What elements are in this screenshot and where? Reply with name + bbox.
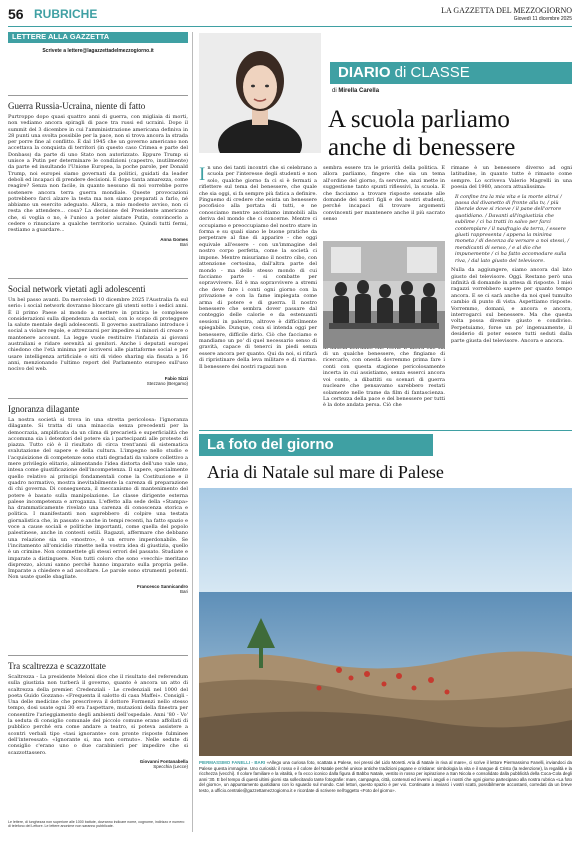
- letter-divider: [8, 278, 188, 279]
- author-portrait-photo: [199, 33, 321, 153]
- letters-footnote: Le lettere, di lunghezza non superiore alle 1000 battute, dovranno indicare nome, cognome, indirizzo e numero di telefono del Lettore. Le lettere anonime non saranno pubblicate.: [8, 820, 185, 829]
- article-headline: A scuola parliamo anche di benessere: [328, 106, 516, 161]
- caption-text: «Allego una curiosa foto, scattata a Palese, nei pressi del Lido Moretti. Aria di Natale in riva al mare», ci scrive il lettore Piermassimo Fanelli, inviandoci da Palese questa immagine. Uno curiosità: il rosso e il colore del Natale perché unisce antiche tradizioni pagane e cristiane: simbologia la vita e il sangue di Cristo (la redenzione), la regalità e la ricchezza (vecchi). Il colore familiare e la vitalità, e fa ecco iconico dalla figura di Babbo Natale, vestito in rosso per ispirazione a San Nicola e consolidato dalla pubblicità della Coca-Cola degli anni '30. E bel tempo di questi ultimi giorni sta sollecitando tante fotografie: mare, campagna, città, contenuti ed inverni i angoli e i nostri che ogni giorno partecipano alla nostra rubrica «La foto del giorno», un appuntamento quotidiano con lo sguardo sul mondo. Cari lettori, questo spazio è per voi. Continuate a inviarci i vostri scatti, possibilmente accostanti, corredati da un breve testo, a ufficio.centrale@gazzettamezzogiorno.it e ricordate di scrivere nell'oggetto «Foto del giorno».: [199, 760, 572, 793]
- article-column-3: [451, 165, 572, 344]
- letter-text: La nostra società si trova in una stretta pericolosa: l'ignoranza dilagante. Si tratta di una minaccia senza precedenti per la democrazia, amplificata da un clima di precarietà e superficialità che accomuna sia i detentori del potere sia i partecipanti alle proteste di piazza. Tutto ciò è il risultato di circa trent'anni di sistematica svalutazione del sapere e della cultura. L'impegno nello studio e l'acquisizione di competenze sono stati degradati da valore collettivo a mere privilegio elitario, alimentando l'idea distorta dell'uno vale uno, intesa come giustificazione dell'incompetenza. Il sapere, specialmente quello relativo ai principi fondamentali come la Costituzione e il quadro normativo, mostra inevitabilmente la carenza di preparazione di chi governa. Di conseguenza, il meccanismo di mantenimento del potere è basato sulla manipolazione. Le classe dirigente esterna palese incompetenza e arroganza. L'effetto alla sede della «Stampa» ha drammaticamente rivelato una carenza di conoscenza storica e politica. I manifestanti non saprebbero di colpire una testata giornalistica che, in passato e anche in tempi recenti, ha fatto spazio e voce a cause sociali e politiche importanti, come quella del popolo palestinese, anche in contesti ostili. Ragazzi, affermare che debbano una relazione sia un «mostro», è un errore imperdonabile. Se l'incitamento all'omicidio rimette nella vostra idea di giustizia, quello è un crimine. Non commettete gli stessi errori del passato. Studiate e imparate a distinguere. Non tutti coloro che sono «vecchi» meritano disprezzo, alcuni sanno perché hanno imparato sulla propria pelle. Imparate a chiedere e ad ascoltare. Le parole sono strumenti potenti. Non usate quelle sbagliate.: [8, 417, 188, 581]
- letters-section-band: LETTERE ALLA GAZZETTA: [8, 32, 188, 43]
- diario-section-band: [330, 62, 572, 84]
- issue-date: Giovedì 11 dicembre 2025: [513, 16, 572, 22]
- letter-signer: Fabio Sizzi: [164, 375, 188, 381]
- letter-place: Stezzano (Bergamo): [146, 381, 188, 387]
- diario-band-bold: DIARIO: [338, 64, 391, 81]
- foto-caption: [199, 760, 572, 794]
- letter-divider: [8, 95, 188, 96]
- byline-prefix: di: [332, 88, 339, 94]
- portrait-illustration: [199, 33, 321, 153]
- poem-verse: Il confine tra la mia vita e la morte altrui / passa dal divanetto di fronte alla tv, / più liberale dove si riceve / il pane dell'orrore quotidiano. / Davanti all'ingiustizia che sublime / ci ha tratti in salvo per farci contemplare / il naufragio da terra, / essere giusti rappresenta / appena la minima moneta / di decenza da versare a noi stessi, / mendicanti di senso, / e al dio che impunemente / ci ha fatto accomodare sulla riva, / dal lato giusto del televisore.: [455, 193, 570, 264]
- classroom-illustration: [323, 241, 445, 348]
- letter-signer: Anna Gomes: [160, 236, 188, 242]
- letter-signature: [8, 759, 188, 770]
- classroom-photo: [323, 241, 445, 348]
- letter-place: Specchia (Lecce): [153, 764, 188, 770]
- top-divider: [8, 26, 572, 27]
- page-number: 56: [8, 6, 24, 22]
- section-title: RUBRICHE: [34, 7, 98, 21]
- letter-item: [8, 650, 188, 770]
- byline: [332, 88, 379, 94]
- seaside-photo: [199, 488, 572, 756]
- byline-author: Mirella Carella: [338, 88, 380, 94]
- seaside-illustration: [199, 488, 572, 756]
- letter-item: [8, 393, 188, 595]
- article-text-col2b: di un qualche benessere, che fingiamo di ricercarlo, con onestà dovremmo prima fare i conti con questa stagione pericolosamente incerta in cui assistiamo, senza esserci ancora voi conto, a dibattiti su scenari di guerra nucleare che pensavamo sarebbero restati solamente nelle trame da film di fantascienza. La certezza della pace e del benessere per tutti è la dote andata persa. Ciò che: [323, 351, 445, 409]
- letter-signer: Giovanni Fontanabella: [139, 758, 188, 764]
- letter-place: Bari: [179, 589, 188, 595]
- newspaper-name: LA GAZZETTA DEL MEZZOGIORNO: [441, 6, 572, 15]
- letters-email-note[interactable]: Scrivete a lettere@lagazzettadelmezzogiorno.it: [42, 48, 154, 54]
- letter-text: Scaltrezza - La presidente Meloni dice che il risultato del referendum sulla giustizia non turberà il governo, quanto è ancora un atto di scaltrezza della premier. Credenziali - Le credenziali nel 1000 del poeta Guido Gozzano: «Frequenta il salotto di casa Maffei». Consigli - Una delle medicine che prescriveva il dottore Formenzi nello stesso tempo, dosi usate ogni 30 era l'aspettare, mutazioni della finestra per consentire l'arieggiamento degli ambienti dell'ospedale. Anni '80 - Vo' la seduta di consiglio comunale del piccolo comune erano affollati di pubblico perché era come andare a teatro, si poteva assistere a scontri verbali tipo «tasi ignorante» con pronte risposte fulminee dell'interessato: «Ignorante si, ma non cornuto». Nelle sedute di consiglio c'erano uno o due carabinieri per impedire che si scazzottassero.: [8, 674, 188, 756]
- letter-item: [8, 273, 188, 387]
- column-divider: [192, 32, 193, 832]
- letter-text: Un bel passo avanti. Da mercoledì 10 dicembre 2025 l'Australia fa sul serio: i social network dovranno bloccare gli utenti sotto i sedici anni. È il primo Paese al mondo a mettere in pratica le complesse considerazioni sulla dipendenza da social, con lo scopo di proteggere la salute mentale degli adolescenti. Il governo australiano introduce i social a violare regole, e attrezzarsi per impedire ai minori di creare o mantenere account. La legge vuole restituire l'infanzia ai giovani australiani e ridare serenità ai genitori. Anche i deputati europei chiedono che l'età minima per iscriversi alle piattaforme social e per usare intelligenza artificiale o siti di video sharing sia fissata a 16 anni, menzionando l'ultimo report del Parlamento europeo sull'uso nocivo del web.: [8, 297, 188, 373]
- article-text-col3a: rimane è un benessere diverso ad ogni latitudine, in quanto tutte è rimasto come sempre. Lo scriveva Valerio Magrelli in una poesia del 1980, ancora attualissima:: [451, 165, 572, 191]
- letter-title: Guerra Russia-Ucraina, niente di fatto: [8, 101, 146, 111]
- letter-text: Purtroppo dopo quasi quattro anni di guerra, con migliaia di morti, non vediamo ancora spiragli di pace tra russi ed ucraini. Dopo il summit del 3 dicembre in cui l'amministrazione americana definiva in 28 punti una svolta possibile per la pace, non si trova ancora la strada per porre fine al conflitto. È dal 1945 che un governo americano non accettava la conquista di territori (in questo caso Crimea e parte del Donbass) da parte di uno Stato non autorizzato. Eppure Trump si unisce a Putin per determinare le condizioni (capestro, inutilmente) da parte ed insultando l'Unione Europea, la poche parole, per Donald Trump, noi europei siamo governati da politici, guidati da leader deboli ed incapaci di prendere decisioni. E dopo tanta amarezza, come reagire? Senza non facile, in quanto nessuno di noi vorrebbe porre sostenere ancora terra guerra mondiale. Queste provocazioni potrebbero farci alzare la testa ma non siamo preparati a farlo, né abbiamo un esercito adeguato. Allora, a mio modesto avviso, non ci resta che attendere... cosa? La decisione del Presidente americano che, si voglia o no, è l'unico a poter aiutare Putin, convincerlo a cedere o rinunciare a qualche territorio ucraino. Quindi tutti fermi, restiamo a guardare...: [8, 114, 188, 234]
- article-text-col3b: Nulla da aggiungere, siamo ancora dal lato giusto del televisore. Oggi. Restano però una infinità di domande in attesa di risposte. I miei ragazzi vorrebbero sapere per quanto tempo ancora. E se ci sarà anche da noi quel tumulto cambio di punto di vista. Aspettiamo risposte. Vorremmo, domani, e ancora e ancora, interrogarci sul benessere. Ma che questa volta possa divenire giusto e condiviso. Perpetuiamo, forse un po' ingenuamente, il desiderio di poter essere tutti seduti dalla parte giusta del televisore. Ancora e ancora.: [451, 267, 572, 344]
- letter-signature: [8, 584, 188, 595]
- article-column-1: [199, 165, 317, 370]
- foto-divider: [199, 430, 572, 431]
- masthead: [8, 6, 572, 26]
- article-text-col1: n uno dei tanti incontri che si celebrano a scuola per l'interesse degli studenti e non solo, qualche giorno fa ci si è fermati a riflettere sul tema del benessere, che quale che sia oggi, si fa sempre più fatica a definire. Pinguemo di credere che esista un benessere pocofisico alla portata di tutti, e ne conosciamo mentre ascoltiamo immobili alla deriva del mondo che ci concerne. Mentre ci occupiamo e preoccupiamo del nostro stare in forma e su quali siano le buone pratiche da perpetrare al fine di apparire - che oggi equivale all'essere - con un'immagine del nostro corpo perfetta, come la società ci impone. Mentre misuriamo il nostro cibo, con attenzione certosina, dall'altra parte del mondo - ma dello stesso mondo di cui facciamo parte - si combatte per sopravvivere. Ed è ma sopravvivere a stremi che deve fare i conti ogni giorno con la privazione e con la fame impiegata come arma di potere e di guerra. Il nostro benessere che sembra dover passare dal conteggio delle calorie e da estenuanti sessioni in palestra, altrove è difficilmente spiegabile. Dunque, cosa si intenda oggi per benessere, difficile dirlo. Ciò che facciamo e mandiamo un po' di quel necessario senso di gravità, capace di tenerci in piedi senza essere ancora per quanto. Qui da noi, si rifarà di ripristinare della leva militare e di riarmo. Il benessere dei nostri ragazzi non: [199, 165, 317, 370]
- foto-title: Aria di Natale sul mare di Palese: [207, 462, 444, 482]
- letter-title: Social network vietati agli adolescenti: [8, 284, 146, 294]
- diario-band-rest: di CLASSE: [390, 64, 470, 81]
- article-text-col2a: sembra essere tra le priorità della politica. E allora parliamo, fingere che sia un tema all'ordine del giorno, fa servirne, anzi mette in suggestione tanto spunti riflessivi, la scuola. E che facciamo a trovare risposte sensate alle domande dei nostri figli e dei nostri studenti, perché incapaci di trovare argomenti convincenti per mantenere anche il più sacrato senso: [323, 165, 445, 223]
- letter-divider: [8, 398, 188, 399]
- letters-column: [8, 32, 188, 832]
- drop-cap: I: [199, 164, 206, 185]
- letter-divider: [8, 655, 188, 656]
- letter-signer: Francesco Sannicandro: [136, 583, 188, 589]
- letter-signature: [8, 376, 188, 387]
- letter-signature: [8, 237, 188, 248]
- caption-lead: PIERMASSIMO FANELLI - BARI: [199, 760, 266, 765]
- letter-title: Ignoranza dilagante: [8, 404, 80, 414]
- letter-item: [8, 90, 188, 248]
- letter-title: Tra scaltrezza e scazzottate: [8, 661, 106, 671]
- letter-place: Bari: [179, 242, 188, 248]
- foto-section-band: La foto del giorno: [199, 434, 433, 456]
